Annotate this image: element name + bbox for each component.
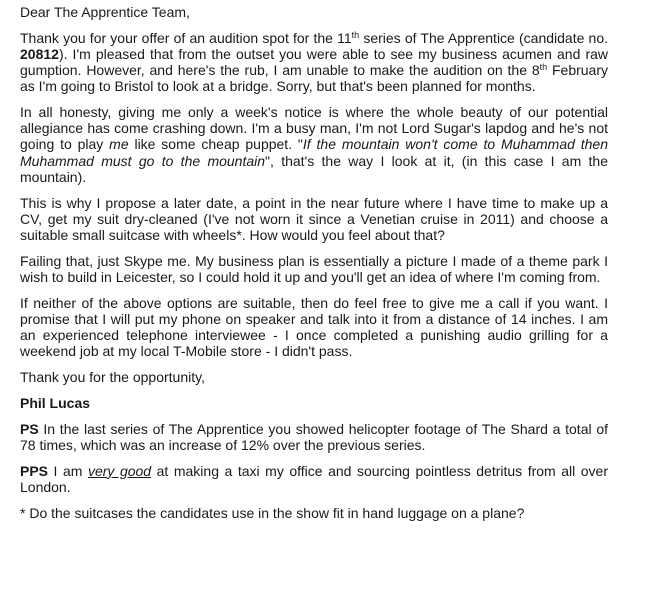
letter: [20, 4, 608, 530]
p1-superscript-c: th: [539, 62, 548, 73]
pps-text-b: at making a taxi my office and sourcing pointless detritus from all over London.: [20, 462, 609, 495]
closing-line: Thank you for the opportunity,: [20, 368, 205, 385]
pps-label: PPS: [20, 462, 49, 479]
p1-text-d: February as I'm going to Bristol to look at a bridge. Sorry, but that's been planned for months.: [20, 62, 608, 95]
p1-text-c: ). I'm pleased that from the outset you were able to see my business acumen and raw gumption. However, and here's the rub, I am unable to make the audition on the 8: [20, 45, 608, 79]
paragraph-later-date: This is why I propose a later date, a point in the near future where I have time to make up a CV, get my suit dry-cleaned (I've not worn it since a Venetian cruise in 2011) and choose a suitable small suitcase with wheels*. How would you feel about that?: [20, 194, 608, 243]
p1-superscript-a: th: [351, 29, 360, 40]
salutation: Dear The Apprentice Team,: [20, 4, 190, 20]
p2-text-c: ", that's the way I look at it, (in this case I am the mountain).: [20, 152, 608, 185]
footnote: * Do the suitcases the candidates use in the show fit in hand luggage on a plane?: [20, 504, 525, 521]
pps-text-a: I am: [48, 462, 88, 479]
paragraph-skype: Failing that, just Skype me. My business plan is essentially a picture I made of a theme park I wish to build in Leicester, so I could hold it up and you'll get an idea of where I'm coming from.: [20, 252, 608, 285]
p1-text-b: series of The Apprentice (candidate no.: [359, 29, 608, 46]
p2-text-a: In all honesty, giving me only a week's notice is where the whole beauty of our potential allegiance has come crashing down. I'm a busy man, I'm not Lord Sugar's lapdog and he's not going to play: [20, 104, 608, 153]
p1-text-a: Thank you for your offer of an audition spot for the 11: [20, 29, 352, 46]
ps-label: PS: [20, 420, 39, 437]
paragraph-audition-offer: [20, 30, 608, 95]
paragraph-honesty: [20, 104, 608, 185]
ps-text: In the last series of The Apprentice you showed helicopter footage of The Shard a total of 78 times, which was an increase of 12% over the previous series.: [20, 420, 608, 453]
post-postscript: [20, 463, 608, 495]
p2-text-b: like some cheap puppet. ": [128, 136, 303, 153]
pps-emphasis: very good: [87, 462, 152, 479]
signature-name: Phil Lucas: [20, 394, 91, 411]
p2-quote: If the mountain won't come to Muhammad then Muhammad must go to the mountain: [20, 136, 608, 169]
paragraph-phone-call: If neither of the above options are suitable, then do feel free to give me a call if you want. I promise that I will put my phone on speaker and talk into it from a distance of 14 inches. I am an experienced telephone interviewee - I once completed a punishing audio grilling for a weekend job at my local T-Mobile store - I didn't pass.: [20, 294, 608, 360]
p2-emphasis-me: me: [109, 136, 129, 153]
postscript: [20, 421, 608, 453]
candidate-number: 20812: [20, 45, 59, 62]
